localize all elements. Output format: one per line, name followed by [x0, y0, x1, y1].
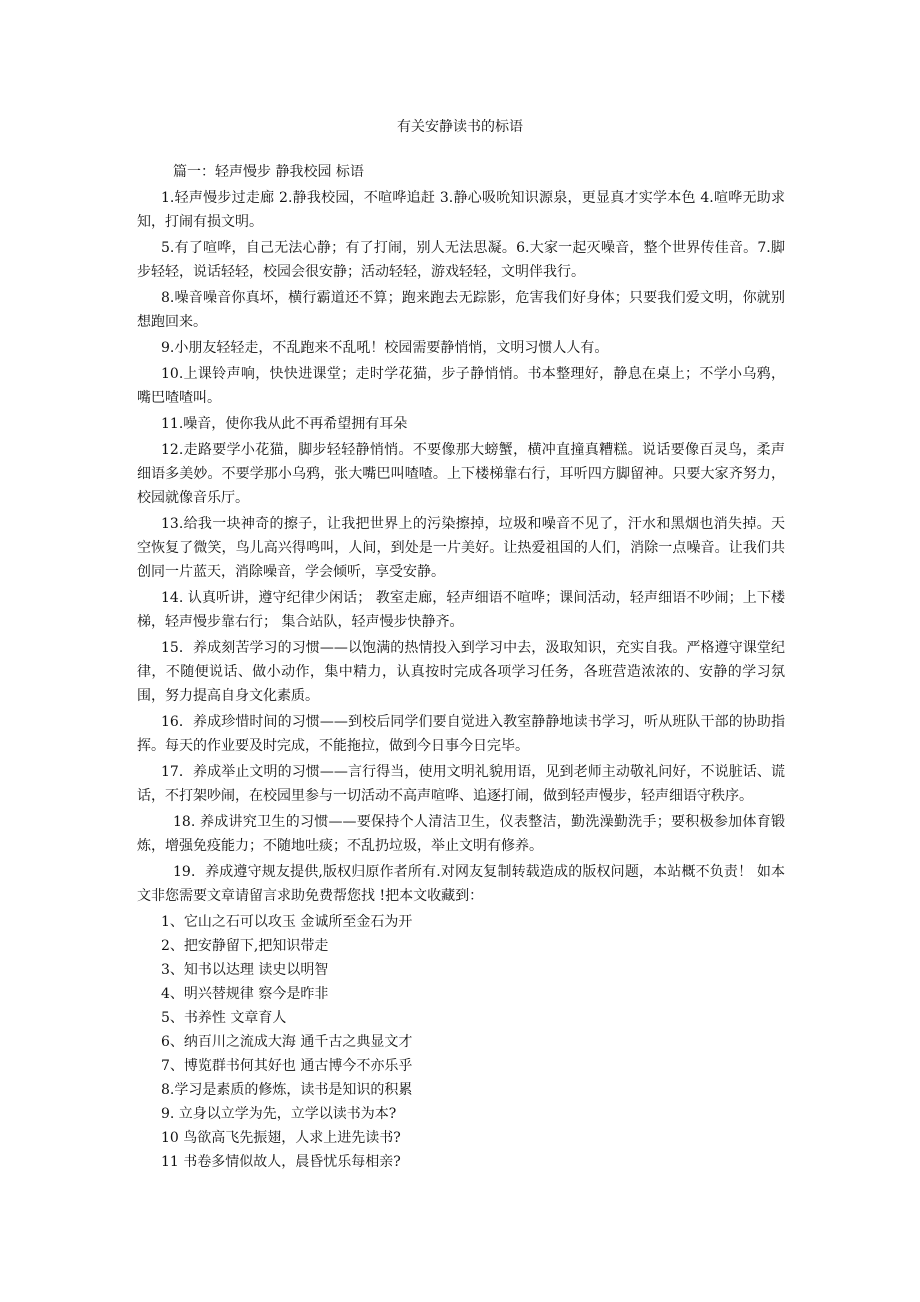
list-item: 7、博览群书何其好也 通古博今不亦乐乎	[161, 1058, 413, 1074]
document-title: 有关安静读书的标语	[397, 119, 523, 135]
list-item: 6、纳百川之流成大海 通千古之典显文才	[161, 1034, 413, 1050]
list-item: 2、把安静留下,把知识带走	[161, 938, 329, 954]
list-item: 9. 立身以立学为先，立学以读书为本?	[161, 1106, 397, 1122]
paragraph-6: 11.噪音，使你我从此不再希望拥有耳朵	[161, 416, 408, 432]
paragraph-1: 1.轻声慢步过走廊 2.静我校园，不喧哗追赶 3.静心吸吮知识源泉，更显真才实学本色 4.喧哗无助求知，打闹有损文明。	[137, 190, 785, 230]
section-heading: 篇一：轻声慢步 静我校园 标语	[173, 164, 364, 180]
paragraph-12: 17．养成举止文明的习惯——言行得当，使用文明礼貌用语，见到老师主动敬礼问好，不说脏话、谎话，不打架吵闹，在校园里参与一切活动不高声喧哗、追逐打闹，做到轻声慢步，轻声细语守秩序。	[137, 764, 785, 804]
paragraph-9: 14. 认真听讲，遵守纪律少闲话； 教室走廊，轻声细语不喧哗；课间活动，轻声细语不吵闹；上下楼梯，轻声慢步靠右行； 集合站队，轻声慢步快静齐。	[137, 590, 785, 630]
list-item: 4、明兴替规律 察今是昨非	[161, 986, 329, 1002]
paragraph-4: 9.小朋友轻轻走，不乱跑来不乱吼！校园需要静悄悄，文明习惯人人有。	[161, 340, 609, 356]
bookmark-list	[137, 910, 785, 1174]
list-item: 11 书卷多情似故人，晨昏忧乐每相亲?	[161, 1154, 401, 1170]
paragraph-8: 13.给我一块神奇的擦子，让我把世界上的污染擦掉，垃圾和噪音不见了，汗水和黑烟也消失掉。天空恢复了微笑，鸟儿高兴得鸣叫，人间，到处是一片美好。让热爱祖国的人们，消除一点噪音。让我们共创同一片蓝天，消除噪音，学会倾听，享受安静。	[137, 516, 785, 580]
list-item: 3、知书以达理 读史以明智	[161, 962, 329, 978]
paragraph-11: 16．养成珍惜时间的习惯——到校后同学们要自觉进入教室静静地读书学习，听从班队干部的协助指挥。每天的作业要及时完成，不能拖拉，做到今日事今日完毕。	[137, 714, 785, 754]
paragraph-14: 19．养成遵守规友提供,版权归原作者所有.对网友复制转载造成的版权问题，本站概不负责！ 如本文非您需要文章请留言求助免费帮您找 !把本文收藏到：	[137, 864, 785, 904]
list-item: 5、书养性 文章育人	[161, 1010, 287, 1026]
paragraph-13: 18. 养成讲究卫生的习惯——要保持个人清洁卫生，仪表整洁，勤洗澡勤洗手；要积极参加体育锻炼，增强免疫能力；不随地吐痰；不乱扔垃圾，举止文明有修养。	[137, 814, 785, 854]
document-body	[137, 160, 785, 1174]
list-item: 1、它山之石可以攻玉 金诚所至金石为开	[161, 914, 413, 930]
list-item: 10 鸟欲高飞先振翅，人求上进先读书?	[161, 1130, 401, 1146]
paragraph-3: 8.噪音噪音你真坏，横行霸道还不算；跑来跑去无踪影，危害我们好身体；只要我们爱文明，你就别想跑回来。	[137, 290, 785, 330]
paragraph-7: 12.走路要学小花猫，脚步轻轻静悄悄。不要像那大螃蟹，横冲直撞真糟糕。说话要像百灵鸟，柔声细语多美妙。不要学那小乌鸦，张大嘴巴叫喳喳。上下楼梯靠右行，耳听四方脚留神。只要大家齐努力，校园就像音乐厅。	[137, 442, 785, 506]
paragraph-5: 10.上课铃声响，快快进课堂；走时学花猫，步子静悄悄。书本整理好，静息在桌上；不学小乌鸦，嘴巴喳喳叫。	[137, 366, 785, 406]
paragraph-10: 15．养成刻苦学习的习惯——以饱满的热情投入到学习中去，汲取知识，充实自我。严格遵守课堂纪律，不随便说话、做小动作，集中精力，认真按时完成各项学习任务，各班营造浓浓的、安静的学习氛围，努力提高自身文化素质。	[137, 640, 785, 704]
list-item: 8.学习是素质的修炼，读书是知识的积累	[161, 1082, 413, 1098]
paragraph-2: 5.有了喧哗，自己无法心静；有了打闹，别人无法思凝。6.大家一起灭噪音，整个世界传佳音。7.脚步轻轻，说话轻轻，校园会很安静；活动轻轻，游戏轻轻，文明伴我行。	[137, 240, 785, 280]
